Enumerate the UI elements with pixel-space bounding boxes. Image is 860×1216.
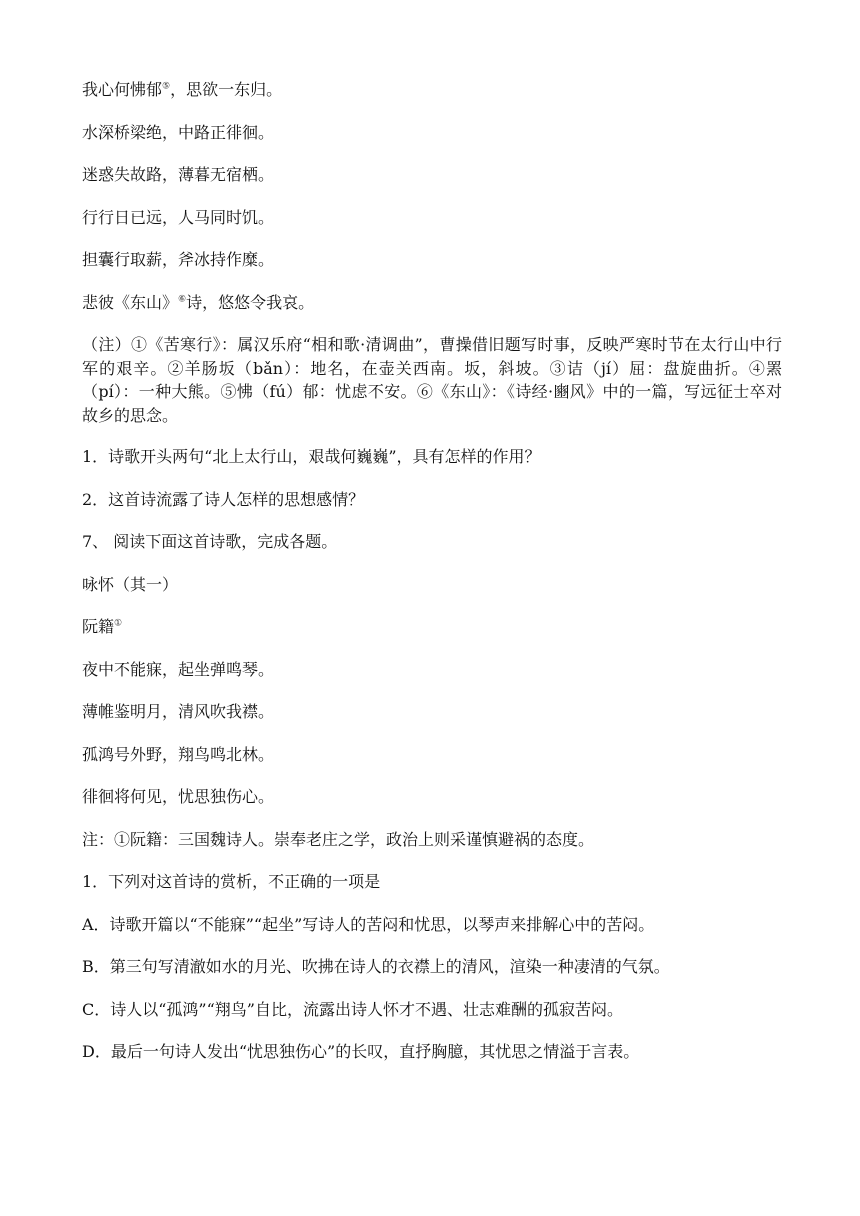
poem-line-text: 诗，悠悠令我哀。 [186,292,315,312]
option-c: C．诗人以“孤鸿”“翔鸟”自比，流露出诗人怀才不遇、壮志难酬的孤寂苦闷。 [82,999,623,1019]
poem-line: 行行日已远，人马同时饥。 [82,207,275,227]
poem-line: 水深桥梁绝，中路正徘徊。 [82,122,275,142]
annotation-note: （注）①《苦寒行》：属汉乐府“相和歌·清调曲”，曹操借旧题写时事，反映严寒时节在太行山中行军的艰辛。②羊肠坂（bǎn）：地名，在壶关西南。坂，斜坡。③诘（jí）屈：盘旋曲折。④罴（pí）：一种大熊。⑤怫（fú）郁：忧虑不安。⑥《东山》：《诗经·豳风》中的一篇，写远征士卒对故乡的思念。 [82,335,782,425]
question: 1．下列对这首诗的赏析，不正确的一项是 [82,872,381,891]
poem-line [82,291,782,315]
poem-author [82,615,782,639]
poem-line: 迷惑失故路，薄暮无宿栖。 [82,165,275,184]
footnote-marker: ① [114,618,123,629]
poem-title: 咏怀（其一） [82,574,179,594]
poem-line-text: 我心何怫郁 [82,80,163,99]
poem-line: 徘徊将何见，忧思独伤心。 [82,787,275,806]
document-page [82,78,782,1083]
section-heading: 7、 阅读下面这首诗歌，完成各题。 [82,532,338,551]
poem-line: 担囊行取薪，斧冰持作糜。 [82,250,275,269]
poem-line: 孤鸿号外野，翔鸟鸣北林。 [82,744,275,764]
poem-line: 薄帷鉴明月，清风吹我襟。 [82,702,275,721]
poem-line [82,78,782,102]
option-d: D．最后一句诗人发出“忧思独伤心”的长叹，直抒胸臆，其忧思之情溢于言表。 [82,1042,640,1061]
footnote-marker: ⑥ [178,294,187,305]
question: 1．诗歌开头两句“北上太行山，艰哉何巍巍”，具有怎样的作用？ [82,447,541,466]
option-b: B．第三句写清澈如水的月光、吹拂在诗人的衣襟上的清风，渲染一种凄清的气氛。 [82,957,670,976]
option-a: A．诗歌开篇以“不能寐”“起坐”写诗人的苦闷和忧思，以琴声来排解心中的苦闷。 [82,914,655,934]
author-name: 阮籍 [82,617,115,636]
question: 2．这首诗流露了诗人怎样的思想感情？ [82,489,365,509]
poem-line-text: 悲彼《东山》 [82,292,179,312]
poem-line-text: ，思欲一东归。 [170,80,283,99]
poem-line: 夜中不能寐，起坐弹鸣琴。 [82,659,275,679]
footnote-marker: ⑤ [162,81,171,92]
annotation-note: 注：①阮籍：三国魏诗人。崇奉老庄之学，政治上则采谨慎避祸的态度。 [82,829,595,849]
